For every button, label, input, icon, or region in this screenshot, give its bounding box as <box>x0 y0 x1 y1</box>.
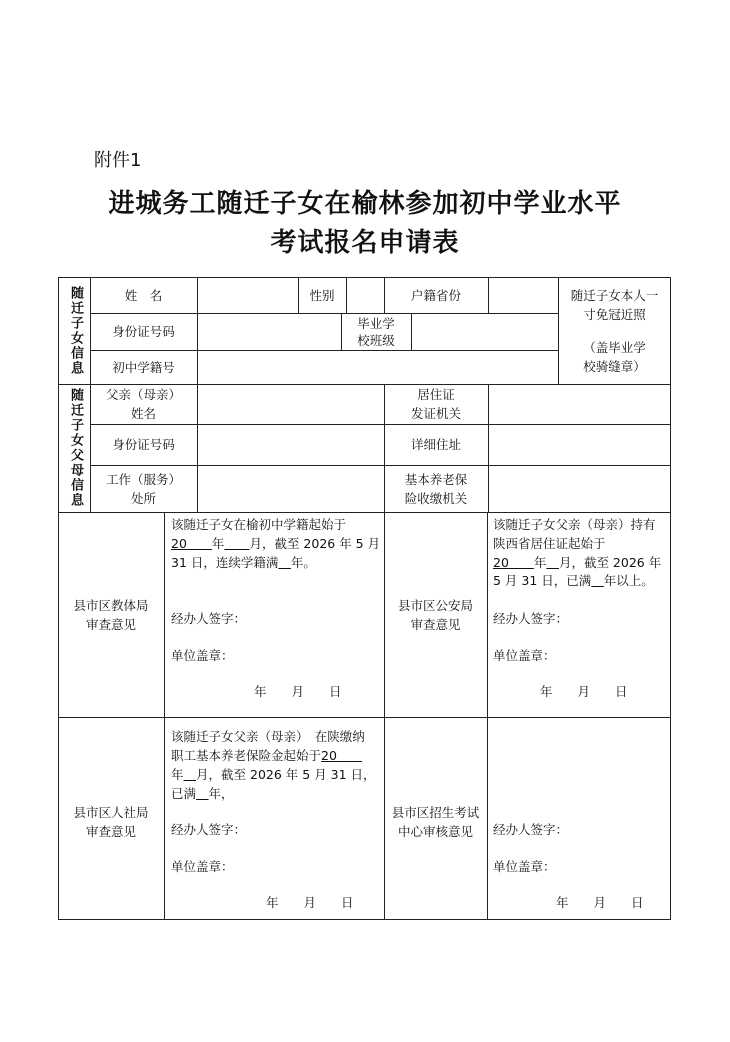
vrule-review-3 <box>487 512 488 920</box>
exam-signer: 经办人签字： <box>493 822 569 837</box>
household-province-field[interactable] <box>489 278 558 313</box>
household-province-label: 户籍省份 <box>410 287 461 303</box>
residence-permit-authority-label: 居住证 发证机关 <box>410 387 461 421</box>
table-border-bottom <box>58 919 671 920</box>
edu-date: 年 月 日 <box>254 684 342 699</box>
parent-id-label: 身份证号码 <box>112 437 175 452</box>
pension-authority-field[interactable] <box>489 466 670 512</box>
edu-signer: 经办人签字： <box>171 611 247 626</box>
exam-date: 年 月 日 <box>556 895 644 910</box>
vrule-review-1 <box>164 512 165 920</box>
address-field[interactable] <box>489 425 670 465</box>
photo-note-4: 校骑缝章） <box>583 359 646 374</box>
gender-field[interactable] <box>347 278 384 313</box>
parent-info-section-label: 随迁子女父母信息 <box>68 388 83 508</box>
gender-label: 性别 <box>309 287 335 303</box>
parent-name-field[interactable] <box>198 385 384 424</box>
parent-name-label: 父亲（母亲） 姓名 <box>105 387 181 421</box>
police-bureau-review-label: 县市区公安局 审查意见 <box>397 597 473 632</box>
photo-note-1: 随迁子女本人一 <box>570 288 659 303</box>
graduation-class-field[interactable] <box>412 314 558 350</box>
child-name-field[interactable] <box>198 278 298 313</box>
student-number-label: 初中学籍号 <box>112 359 175 375</box>
police-seal: 单位盖章： <box>493 648 556 663</box>
hr-seal: 单位盖章： <box>171 859 234 874</box>
police-date: 年 月 日 <box>540 684 628 699</box>
photo-note-3: （盖毕业学 <box>583 340 646 355</box>
hr-date: 年 月 日 <box>266 895 354 910</box>
pension-authority-label: 基本养老保 险收缴机关 <box>404 471 468 506</box>
address-label: 详细住址 <box>410 437 461 452</box>
attachment-label: 附件1 <box>94 150 142 171</box>
child-info-section-label: 随迁子女信息 <box>68 285 83 376</box>
child-name-label: 姓 名 <box>124 287 163 303</box>
workplace-field[interactable] <box>198 466 384 512</box>
student-number-field[interactable] <box>198 351 558 384</box>
parent-id-field[interactable] <box>198 425 384 465</box>
page-title: 进城务工随迁子女在榆林参加初中学业水平 <box>108 189 622 219</box>
exam-center-review-label: 县市区招生考试 中心审核意见 <box>391 805 480 839</box>
photo-area[interactable] <box>559 278 670 384</box>
residence-permit-authority-field[interactable] <box>489 385 670 424</box>
hr-signer: 经办人签字： <box>171 822 247 837</box>
hr-bureau-review-label: 县市区人社局 审查意见 <box>73 805 149 839</box>
photo-note-2: 寸免冠近照 <box>583 307 646 322</box>
child-id-label: 身份证号码 <box>112 324 175 339</box>
child-id-field[interactable] <box>198 314 341 350</box>
workplace-label: 工作（服务） 处所 <box>105 471 181 506</box>
edu-seal: 单位盖章： <box>171 648 234 663</box>
table-border-right <box>670 277 671 920</box>
edu-bureau-review-label: 县市区教体局 审查意见 <box>73 597 149 632</box>
exam-seal: 单位盖章： <box>493 859 556 874</box>
police-signer: 经办人签字： <box>493 611 569 626</box>
graduation-class-label: 毕业学 校班级 <box>357 315 395 348</box>
page-subtitle: 考试报名申请表 <box>270 228 460 258</box>
